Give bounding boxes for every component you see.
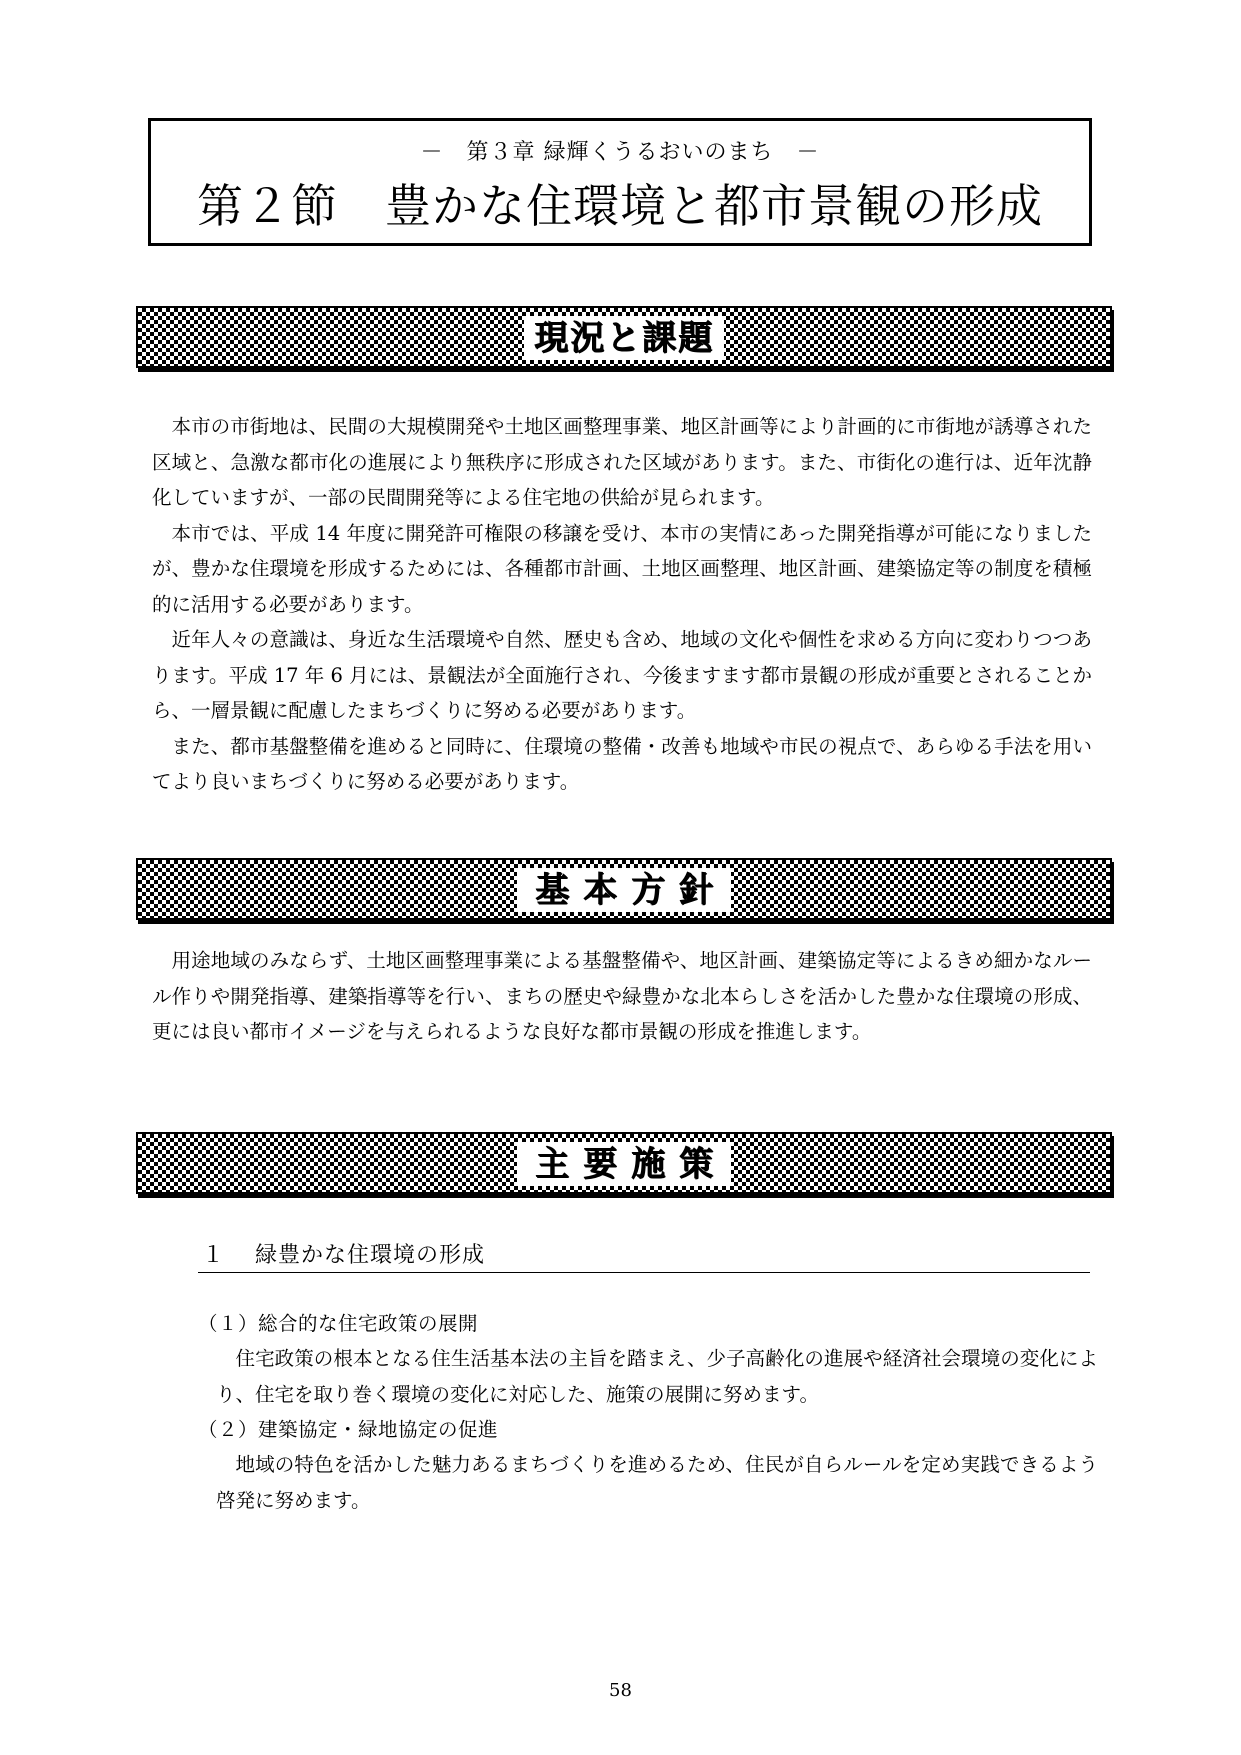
banner-current-issues (136, 306, 1112, 368)
paragraph: 用途地域のみならず、土地区画整理事業による基盤整備や、地区計画、建築協定等によるきめ細かなルール作りや開発指導、建築指導等を行い、まちの歴史や緑豊かな北本らしさを活かした豊かな住環境の形成、更には良い都市イメージを与えられるような良好な都市景観の形成を推進します。 (152, 949, 1092, 1043)
subsection-title: 緑豊かな住環境の形成 (255, 1243, 486, 1268)
paragraph: 本市では、平成 14 年度に開発許可権限の移譲を受け、本市の実情にあった開発指導が可能になりましたが、豊かな住環境を形成するためには、各種都市計画、土地区画整理、地区計画、建築協定等の制度を積極的に活用する必要があります。 (152, 521, 1092, 616)
measures-list (198, 1306, 1098, 1518)
paragraph: 近年人々の意識は、身近な生活環境や自然、歴史も含め、地域の文化や個性を求める方向に変わりつつあります。平成 17 年 6 月には、景観法が全面施行され、今後ますます都市景観の形成が重要とされることから、一層景観に配慮したまちづくりに努める必要があります。 (152, 628, 1092, 722)
measure-item-body: 地域の特色を活かした魅力あるまちづくりを進めるため、住民が自らルールを定め実践できるよう啓発に努めます。 (216, 1453, 1098, 1512)
section-title: 第２節 豊かな住環境と都市景観の形成 (197, 179, 1043, 233)
subsection-number: １ (202, 1243, 226, 1268)
subsection-heading (198, 1238, 1090, 1273)
heading-main-measures: 主要施策 (517, 1142, 731, 1186)
banner-basic-policy (136, 858, 1112, 920)
title-box (148, 118, 1092, 246)
chapter-subtitle: － 第３章 緑輝くうるおいのまち － (420, 140, 820, 165)
basic-policy-text (152, 943, 1092, 1050)
heading-current-issues: 現況と課題 (524, 316, 724, 360)
banner-main-measures (136, 1132, 1112, 1194)
current-issues-text (152, 409, 1092, 800)
page-number: 58 (609, 1680, 632, 1701)
paragraph: 本市の市街地は、民間の大規模開発や土地区画整理事業、地区計画等により計画的に市街地が誘導された区域と、急激な都市化の進展により無秩序に形成された区域があります。また、市街化の進行は、近年沈静化していますが、一部の民間開発等による住宅地の供給が見られます。 (152, 415, 1092, 509)
measure-item-title: （２）建築協定・緑地協定の促進 (198, 1418, 499, 1441)
heading-basic-policy: 基本方針 (517, 868, 731, 912)
measure-item-body: 住宅政策の根本となる住生活基本法の主旨を踏まえ、少子高齢化の進展や経済社会環境の変化により、住宅を取り巻く環境の変化に対応した、施策の展開に努めます。 (216, 1347, 1098, 1406)
measure-item-title: （１）総合的な住宅政策の展開 (198, 1312, 479, 1335)
paragraph: また、都市基盤整備を進めると同時に、住環境の整備・改善も地域や市民の視点で、あらゆる手法を用いてより良いまちづくりに努める必要があります。 (152, 734, 1092, 793)
